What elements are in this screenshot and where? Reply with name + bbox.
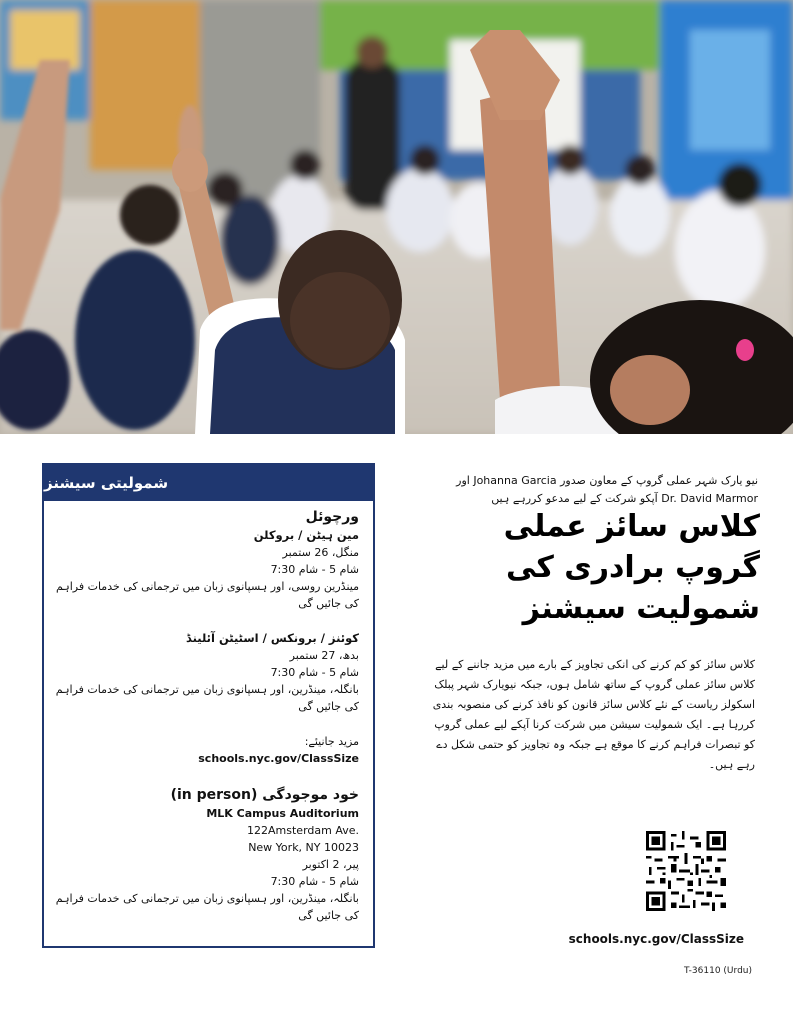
sessions-box (42, 463, 375, 948)
title-line-3: شمولیت سیشنز (522, 591, 760, 626)
intro-line-1: نیو یارک شہر عملی گروپ کے معاون صدور Johanna Garcia اور (456, 474, 758, 487)
venue-name: MLK Campus Auditorium (206, 807, 359, 820)
hero-photo (0, 0, 793, 434)
intro-line-2: Dr. David Marmor آپکو شرکت کے لیے مدعو کررہے ہیں (491, 492, 758, 505)
sessions-box-body (44, 501, 373, 924)
in-person-title: خود موجودگی (in person) (170, 787, 359, 803)
virtual-date-2: بدھ، 27 ستمبر (289, 649, 359, 662)
venue-city: New York, NY 10023 (248, 841, 359, 854)
document-code: T-36110 (Urdu) (684, 966, 752, 976)
body-paragraph: کلاس سائز کو کم کرنے کی انکی تجاویز کے بارے میں مزید جاننے کے لیے کلاس سائز عملی گروپ کے ساتھ شامل ہوں، جبکہ نیویارک شہر پبلک اسکولز ریاست کے نئے کلاس سائز قانون کو نافذ کرنے کی منصوبہ بندی کررہا ہے۔ ایک شمولیت سیشن میں شرکت کرنا آپکے لیے عملی گروپ کو تبصرات فراہم کرنے کا موقع ہے جبکہ وہ تجاویز کو حتمی شکل دے رہے ہیں۔ (432, 658, 755, 771)
venue-street: 122Amsterdam Ave. (247, 824, 359, 837)
title-line-2: گروپ برادری کی (506, 550, 760, 585)
in-person-date: پیر، 2 اکتوبر (302, 858, 359, 871)
intro-text (420, 472, 758, 508)
more-info-label: مزید جانیئے: (304, 735, 359, 748)
virtual-languages-2: بانگلہ، مینڈرین، اور ہسپانوی زبان میں ترجمانی کی خدمات فراہم کی جائیں گی (55, 683, 359, 713)
in-person-languages: بانگلہ، مینڈرین، اور ہسپانوی زبان میں ترجمانی کی خدمات فراہم کی جائیں گی (55, 892, 359, 922)
virtual-date-1: منگل، 26 ستمبر (282, 546, 359, 559)
virtual-time-2: شام 5 - شام 7:30 (270, 666, 359, 679)
sessions-box-heading: شمولیتی سیشنز (44, 465, 373, 501)
virtual-title: ورچوئل (305, 509, 359, 525)
title-line-1: کلاس سائز عملی (503, 509, 760, 544)
qr-code-icon (646, 831, 726, 911)
more-info-link[interactable]: schools.nyc.gov/ClassSize (198, 752, 359, 765)
footer-url[interactable]: schools.nyc.gov/ClassSize (568, 932, 744, 946)
virtual-time-1: شام 5 - شام 7:30 (270, 563, 359, 576)
in-person-time: شام 5 - شام 7:30 (270, 875, 359, 888)
virtual-borough-2: کوئنز / برونکس / اسٹیٹن آئلینڈ (185, 631, 359, 645)
page-title (420, 506, 760, 629)
classroom-photo-icon (0, 0, 793, 434)
virtual-borough-1: مین ہیٹن / بروکلن (253, 528, 359, 542)
virtual-languages-1: مینڈرین روسی، اور ہسپانوی زبان میں ترجمانی کی خدمات فراہم کی جائیں گی (55, 580, 359, 610)
